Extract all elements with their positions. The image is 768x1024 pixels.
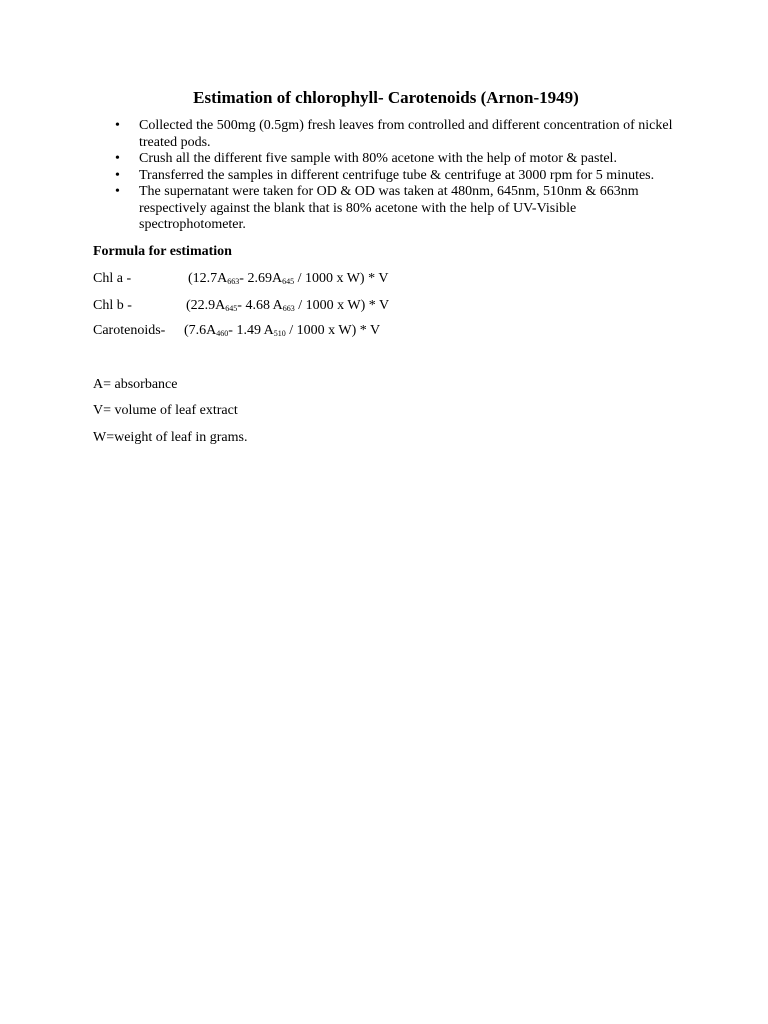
definition-absorbance: A= absorbance: [93, 377, 178, 392]
bullet-icon: •: [115, 151, 120, 166]
carotenoids-label: Carotenoids-: [93, 323, 166, 338]
chl-b-formula: ($22.9A_{645}-$ 4.68 $A_{663} / 1000$ x W) * V: [186, 298, 390, 313]
procedure-list: [93, 118, 673, 234]
list-item-text: The supernatant were taken for OD & OD was taken at 480nm, 645nm, 510nm & 663nm respectively against the blank that is 80% acetone with the help of UV-Visible spectrophotometer.: [139, 184, 639, 232]
definition-weight: W=weight of leaf in grams.: [93, 430, 248, 445]
list-item-text: Crush all the different five sample with 80% acetone with the help of motor & pastel.: [139, 151, 617, 166]
document-title: Estimation of chlorophyll- Carotenoids (Arnon-1949): [193, 88, 579, 107]
list-item: [93, 151, 673, 168]
chl-b-label: Chl b -: [93, 298, 132, 313]
chl-a-label: Chl a -: [93, 271, 132, 286]
chl-a-formula: ($12.7A_{663}-$ $2.69A_{645} / 1000$ x W) * V: [188, 271, 389, 286]
list-item-text: Collected the 500mg (0.5gm) fresh leaves from controlled and different concentration of nickel treated pods.: [139, 118, 673, 150]
bullet-icon: •: [115, 118, 120, 133]
list-item: [93, 168, 673, 185]
bullet-icon: •: [115, 184, 120, 199]
list-item: [93, 184, 673, 234]
formula-heading: Formula for estimation: [93, 244, 232, 259]
list-item-text: Transferred the samples in different centrifuge tube & centrifuge at 3000 rpm for 5 minutes.: [139, 167, 655, 183]
bullet-icon: •: [115, 167, 120, 183]
carotenoids-formula: ($7.6A_{460}-$ 1.49 $A_{510} / 1000$ x W) * V: [184, 323, 381, 338]
list-item: [93, 118, 673, 151]
definition-volume: V= volume of leaf extract: [93, 403, 238, 418]
